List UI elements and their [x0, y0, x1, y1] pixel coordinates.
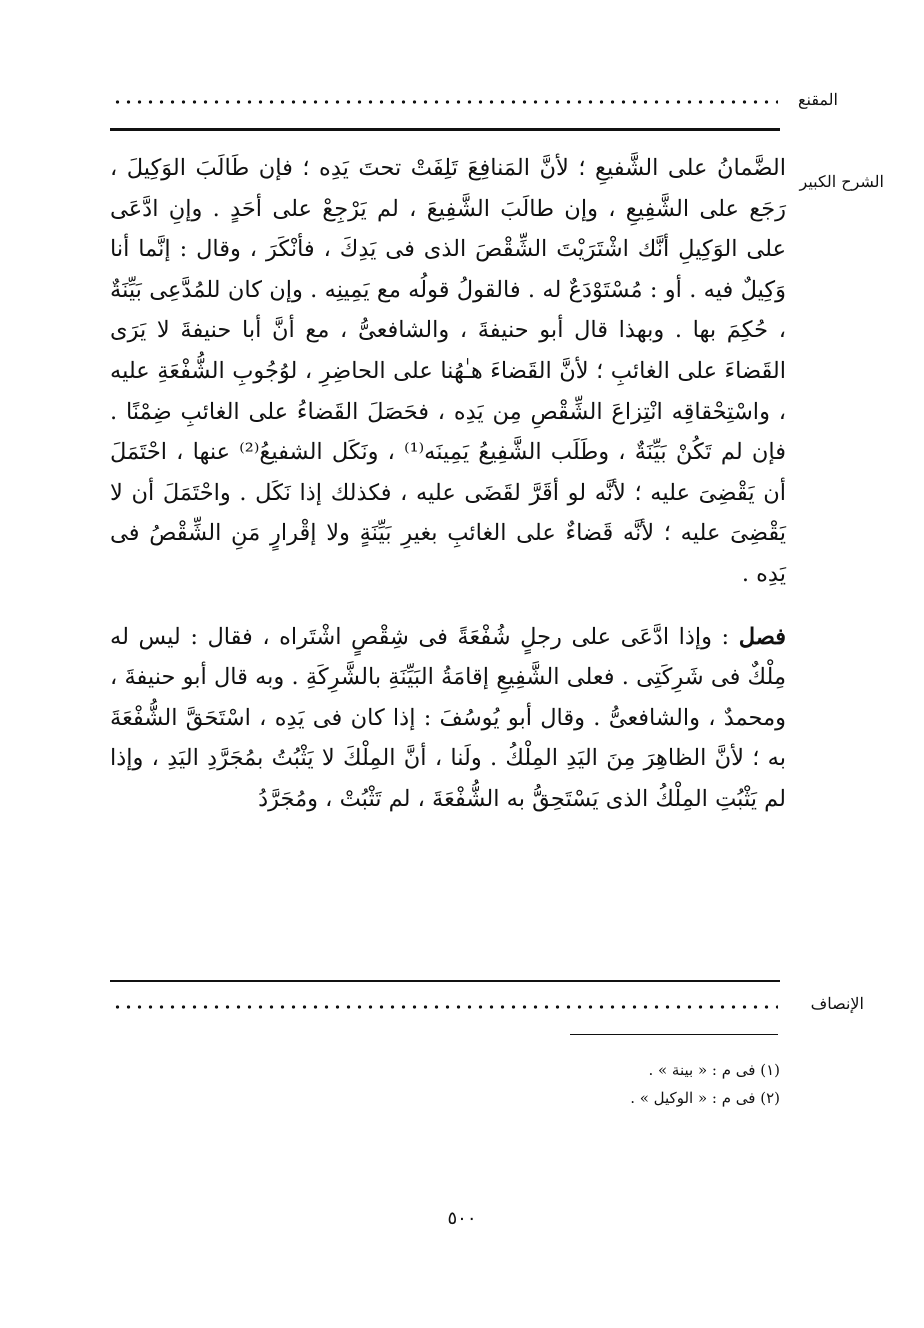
footer-dotted-line [112, 1004, 778, 1010]
footnote: (١) فى م : « بينة » . [648, 1061, 780, 1079]
main-text [110, 148, 786, 820]
running-title: المقنع [797, 90, 838, 109]
footer-margin-label: الإنصاف [810, 994, 864, 1013]
section-heading: فصل [738, 623, 786, 650]
paragraph [110, 617, 786, 820]
left-margin-label: الشرح الكبير [799, 172, 884, 191]
header-dotted-line [112, 99, 778, 105]
paragraph-body: : وإذا ادَّعَى على رجلٍ شُفْعَةً فى شِقْصٍ اشْتَراه ، فقال : ليس له مِلْكٌ فى شَرِكَتِى . فعلى الشَّفِيعِ إقامَةُ البَيِّنَةِ بالشَّرِكَةِ . وبه قال أبو حنيفةَ ، ومحمدٌ ، والشافعىُّ . وقال أبو يُوسُفَ : إذا كان فى يَدِه ، اسْتَحَقَّ الشُّفْعَةَ به ؛ لأنَّ الظاهِرَ مِنَ اليَدِ المِلْكُ . ولَنا ، أنَّ المِلْكَ لا يَثْبُتُ بمُجَرَّدِ اليَدِ ، وإذا لم يَثْبُتِ المِلْكُ الذى يَسْتَحِقُّ به الشُّفْعَةَ ، لم تَثْبُتْ ، ومُجَرَّدُ [110, 623, 786, 812]
footnote: (٢) فى م : « الوكيل » . [630, 1089, 780, 1107]
header-rule [110, 128, 780, 131]
footer-rule [110, 980, 780, 982]
paragraph [110, 148, 786, 595]
footnote-rule [570, 1034, 778, 1035]
paragraph-body: الضَّمانُ على الشَّفيعِ ؛ لأنَّ المَنافِعَ تَلِفَتْ تحتَ يَدِه ؛ فإن طَالَبَ الوَكِيلَ ، رَجَع على الشَّفِيعِ ، وإن طالَبَ الشَّفِيعَ ، لم يَرْجِعْ على أحَدٍ . وإنِ ادَّعَى على الوَكِيلِ أنَّك اشْتَرَيْتَ الشِّقْصَ الذى فى يَدِكَ ، فأنْكَرَ ، وقال : إنَّما أنا وَكِيلٌ فيه . أو : مُسْتَوْدَعٌ له . فالقولُ قولُه مع يَمِينِه . وإن كان للمُدَّعِى بَيِّنَةٌ ، حُكِمَ بها . وبهذا قال أبو حنيفةَ ، والشافعىُّ ، مع أنَّ أبا حنيفةَ لا يَرَى القَضاءَ على الغائبِ ؛ لأنَّ القَضاءَ هـٰهُنا على الحاضِرِ ، لوُجُوبِ الشُّفْعَةِ عليه ، واسْتِحْقاقِه انْتِزاعَ الشِّقْصِ مِن يَدِه ، فحَصَلَ القَضاءُ على الغائبِ ضِمْنًا . فإن لم تَكُنْ بَيِّنَةٌ ، وطَلَب الشَّفِيعُ يَمِينَه⁽¹⁾ ، ونَكَل الشفيعُ⁽²⁾ عنها ، احْتَمَلَ أن يَقْضِىَ عليه ؛ لأنَّه لو أقَرَّ لقَضَى عليه ، فكذلك إذا نَكَل . واحْتَمَلَ أن لا يَقْضِىَ عليه ؛ لأنَّه قَضاءٌ على الغائبِ بغيرِ بَيِّنَةٍ ولا إقْرارٍ مَنِ الشِّقْصُ فى يَدِه . [110, 155, 786, 587]
footnotes [110, 1056, 780, 1112]
page-number: ٥٠٠ [447, 1208, 477, 1229]
